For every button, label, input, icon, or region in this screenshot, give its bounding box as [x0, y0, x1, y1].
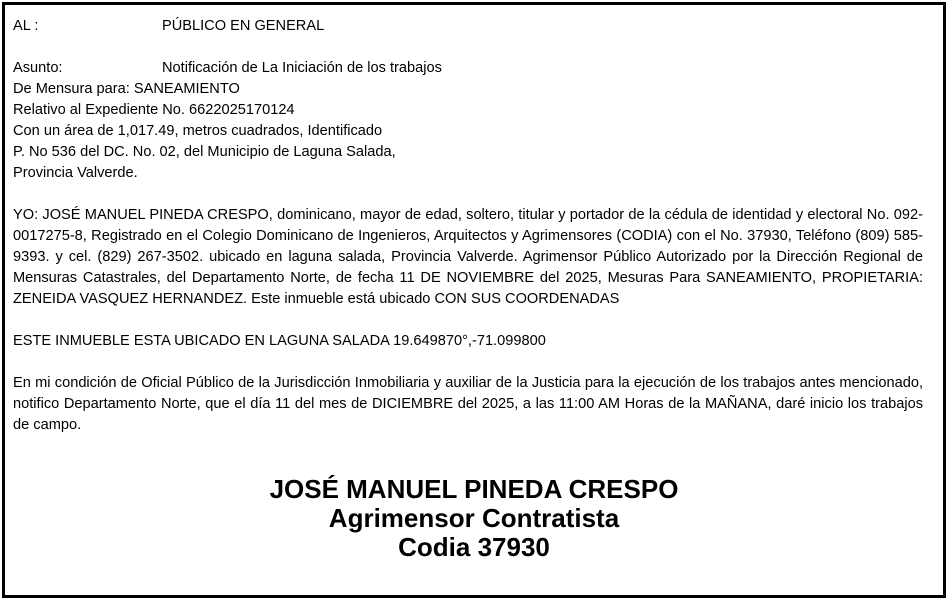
recipient-value: PÚBLICO EN GENERAL	[162, 18, 325, 34]
notice-body	[13, 16, 923, 436]
spacer	[13, 37, 923, 58]
subject-row	[13, 58, 923, 79]
signer-name: JOSÉ MANUEL PINEDA CRESPO	[269, 474, 679, 504]
detail-line-file-number: Relativo al Expediente No. 6622025170124	[13, 102, 295, 118]
signature-block	[0, 475, 948, 562]
detail-line-parcel: P. No 536 del DC. No. 02, del Municipio de Laguna Salada,	[13, 144, 396, 160]
notice-paragraph: En mi condición de Oficial Público de la Jurisdicción Inmobiliaria y auxiliar de la Justicia para la ejecución de los trabajos antes mencionado, notifico Departamento Norte, que el día 11 del mes de DICIEMBRE del 2025, a las 11:00 AM Horas de la MAÑANA, daré inicio los trabajos de campo.	[13, 375, 923, 433]
spacer	[13, 352, 923, 373]
recipient-row	[13, 16, 923, 37]
detail-line-province: Provincia Valverde.	[13, 165, 138, 181]
location-paragraph: ESTE INMUEBLE ESTA UBICADO EN LAGUNA SALADA 19.649870°,-71.099800	[13, 333, 546, 349]
subject-label: Asunto:	[13, 60, 63, 76]
detail-line-area: Con un área de 1,017.49, metros cuadrados, Identificado	[13, 123, 383, 139]
signer-title: Agrimensor Contratista	[328, 503, 620, 533]
recipient-label: AL :	[13, 18, 39, 34]
subject-value: Notificación de La Iniciación de los trabajos	[162, 60, 442, 76]
detail-line-survey-type: De Mensura para: SANEAMIENTO	[13, 81, 240, 97]
spacer	[13, 310, 923, 331]
spacer	[13, 184, 923, 205]
signer-license: Codia 37930	[398, 532, 550, 562]
declaration-paragraph: YO: JOSÉ MANUEL PINEDA CRESPO, dominicano, mayor de edad, soltero, titular y portador de la cédula de identidad y electoral No. 092-0017275-8, Registrado en el Colegio Dominicano de Ingenieros, Arquitectos y Agrimensores (CODIA) con el No. 37930, Teléfono (809) 585-9393. y cel. (829) 267-3502. ubicado en laguna salada, Provincia Valverde. Agrimensor Público Autorizado por la Dirección Regional de Mensuras Catastrales, del Departamento Norte, de fecha 11 DE NOVIEMBRE del 2025, Mesuras Para SANEAMIENTO, PROPIETARIA: ZENEIDA VASQUEZ HERNANDEZ. Este inmueble está ubicado CON SUS COORDENADAS	[13, 207, 923, 307]
